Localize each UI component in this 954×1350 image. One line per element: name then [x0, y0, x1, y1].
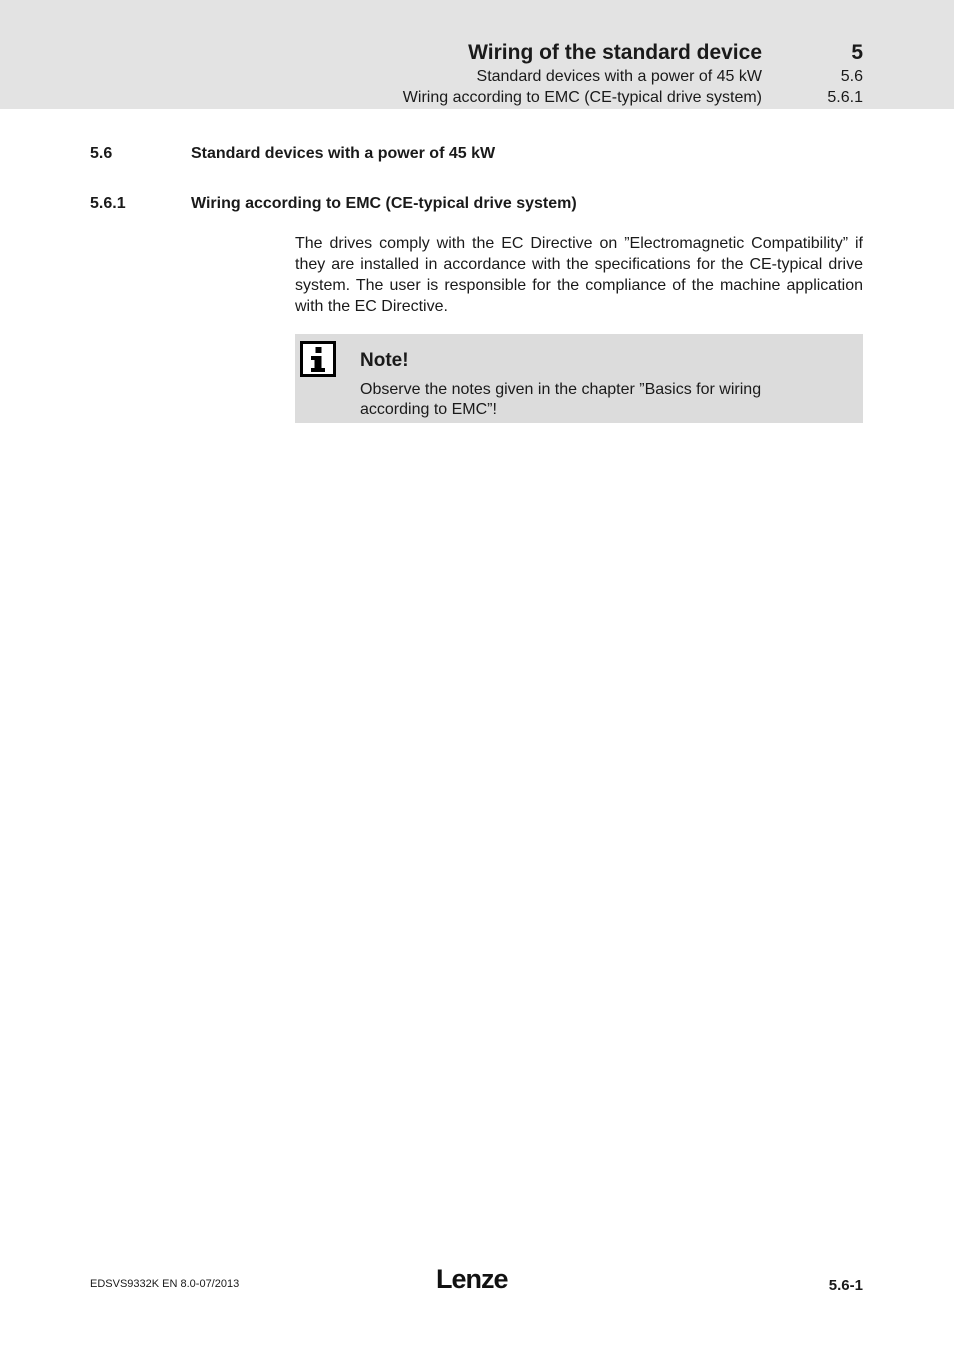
header-section-number: 5.6 — [840, 68, 863, 85]
subsection-heading: Wiring according to EMC (CE-typical drive system) — [191, 195, 577, 212]
subsection-number: 5.6.1 — [90, 195, 126, 212]
note-box — [295, 334, 863, 423]
header-subsection-number: 5.6.1 — [827, 89, 863, 106]
section-number: 5.6 — [90, 145, 113, 162]
header-subsection-title: Wiring according to EMC (CE-typical drive system) — [402, 89, 762, 106]
document-id: EDSVS9332K EN 8.0-07/2013 — [90, 1278, 240, 1290]
chapter-title: Wiring of the standard device — [468, 41, 762, 64]
lenze-logo: Lenze — [436, 1264, 508, 1294]
note-text: Observe the notes given in the chapter ”Basics for wiring according to EMC”! — [360, 381, 762, 418]
note-title: Note! — [360, 350, 409, 371]
section-heading: Standard devices with a power of 45 kW — [191, 145, 496, 162]
page-header — [0, 0, 954, 109]
body-paragraph: The drives comply with the EC Directive on ”Electromagnetic Compatibility” if they are installed in accordance with the specifications for the CE-typical drive system. The user is responsible for the compliance of the machine application with the EC Directive. — [295, 235, 863, 315]
info-icon — [300, 341, 336, 377]
header-section-title: Standard devices with a power of 45 kW — [476, 68, 762, 85]
page-number: 5.6-1 — [828, 1277, 863, 1294]
chapter-number: 5 — [851, 41, 863, 64]
